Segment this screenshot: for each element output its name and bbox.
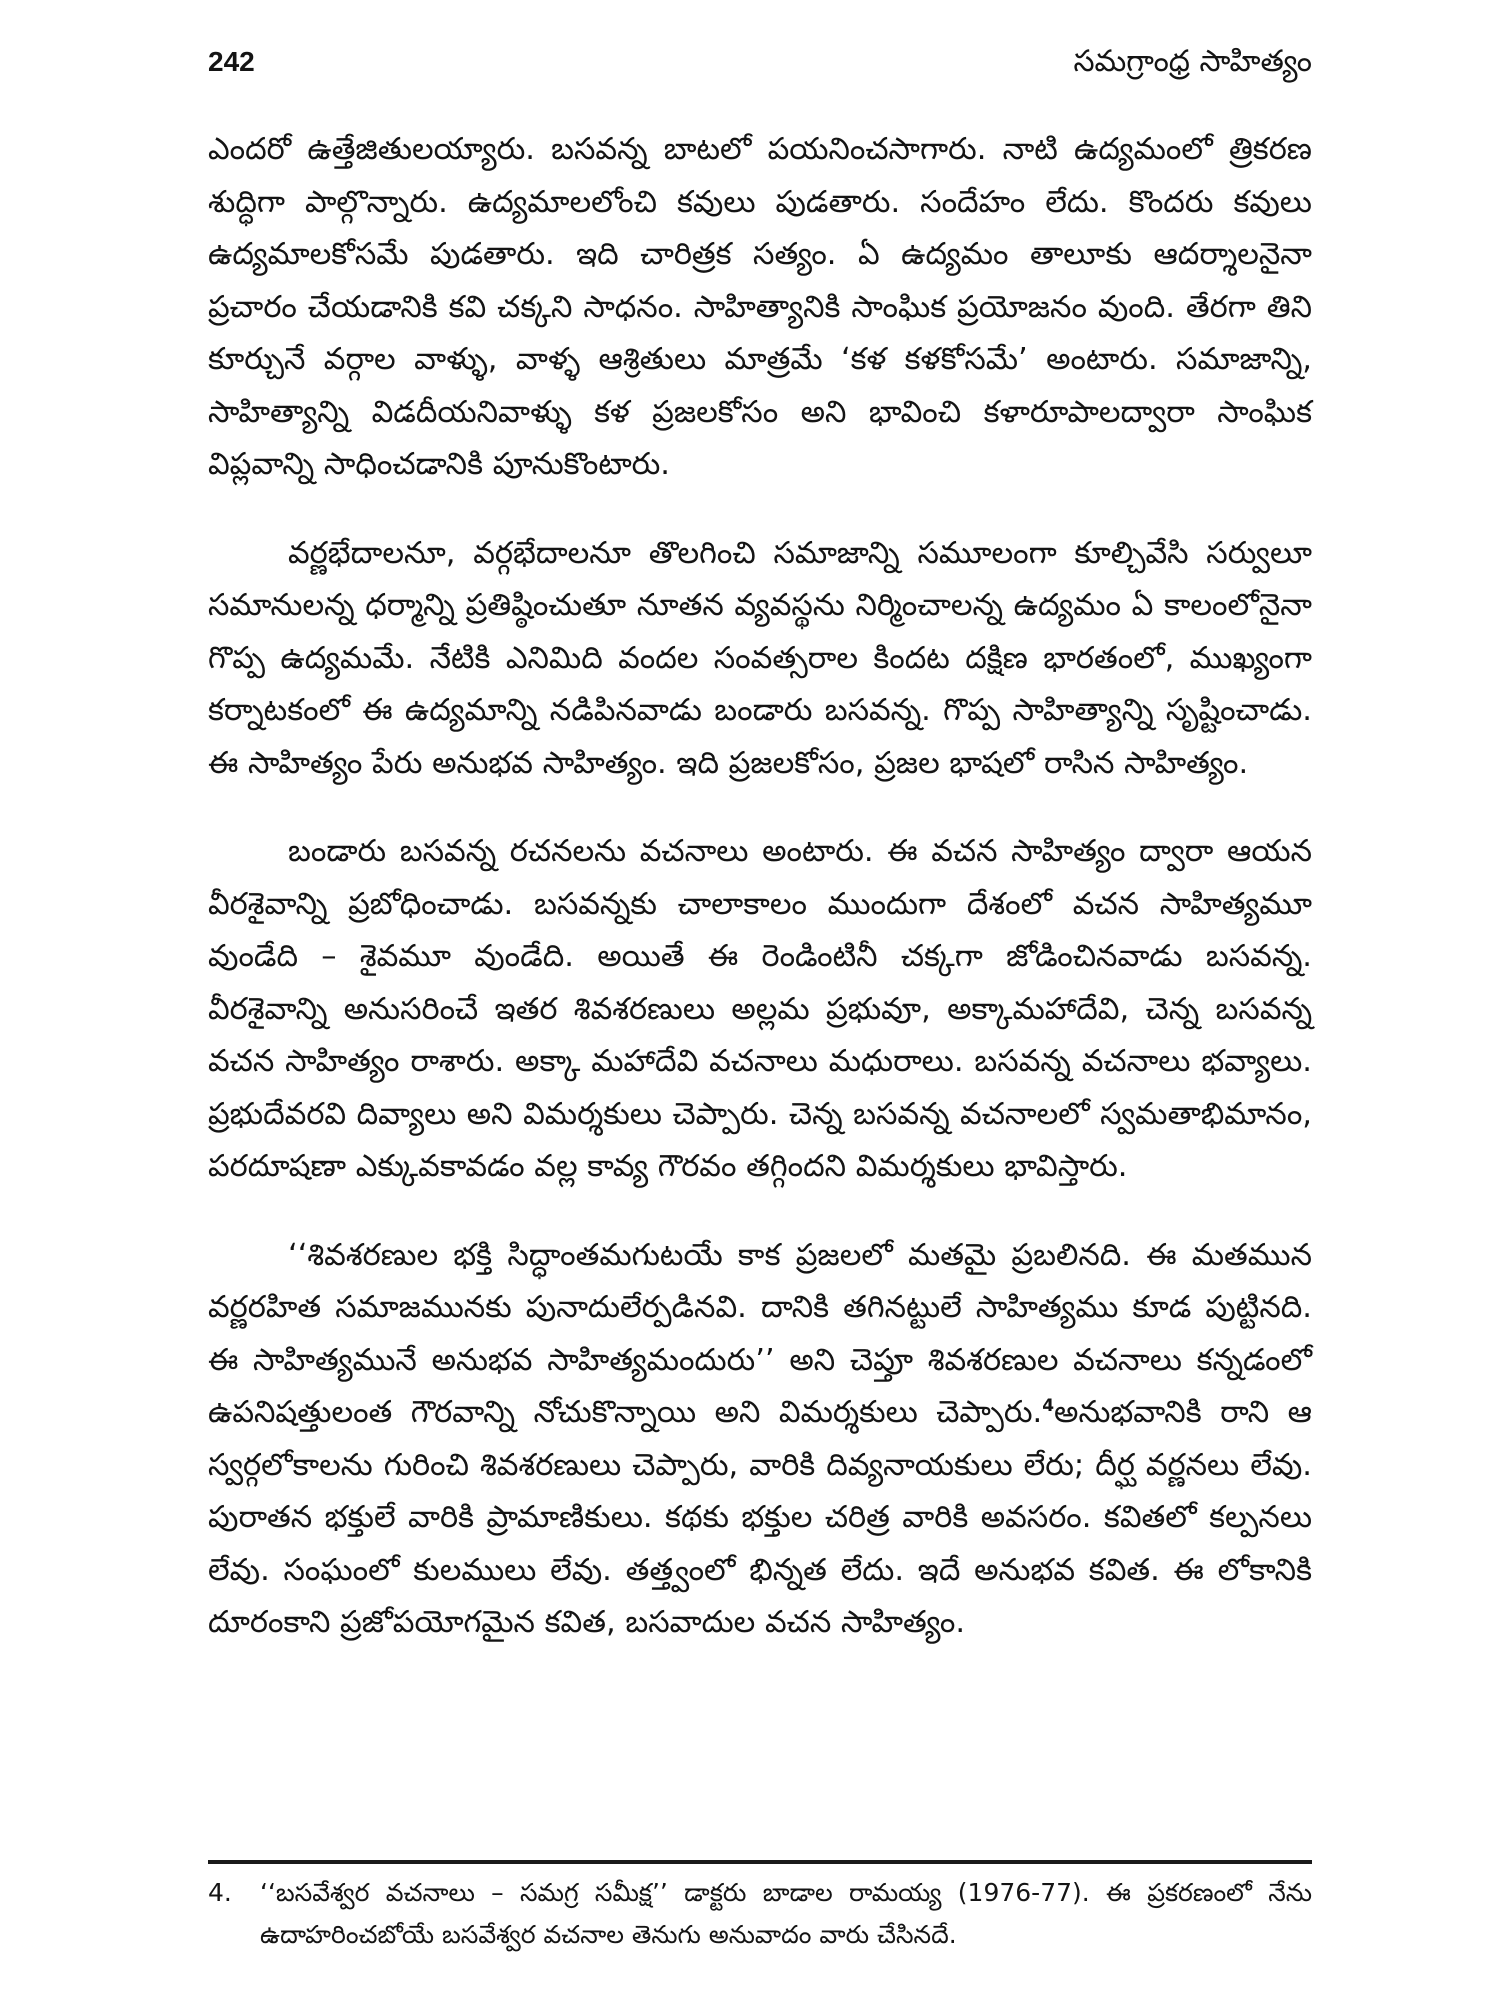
running-header	[208, 44, 1312, 84]
paragraph-4	[208, 1230, 1312, 1650]
page-number: 242	[208, 46, 255, 77]
body-text	[208, 124, 1312, 1650]
paragraph-1: ఎందరో ఉత్తేజితులయ్యారు. బసవన్న బాటలో పయనించసాగారు. నాటి ఉద్యమంలో త్రికరణ శుద్ధిగా పాల్గొన్నారు. ఉద్యమాలలోంచి కవులు పుడతారు. సందేహం లేదు. కొందరు కవులు ఉద్యమాలకోసమే పుడతారు. ఇది చారిత్రక సత్యం. ఏ ఉద్యమం తాలూకు ఆదర్శాలనైనా ప్రచారం చేయడానికి కవి చక్కని సాధనం. సాహిత్యానికి సాంఘిక ప్రయోజనం వుంది. తేరగా తిని కూర్చునే వర్గాల వాళ్ళు, వాళ్ళ ఆశ్రితులు మాత్రమే ‘కళ కళకోసమే’ అంటారు. సమాజాన్ని, సాహిత్యాన్ని విడదీయనివాళ్ళు కళ ప్రజలకోసం అని భావించి కళారూపాలద్వారా సాంఘిక విప్లవాన్ని సాధించడానికి పూనుకొంటారు.	[208, 132, 1312, 482]
paragraph-3: బండారు బసవన్న రచనలను వచనాలు అంటారు. ఈ వచన సాహిత్యం ద్వారా ఆయన వీరశైవాన్ని ప్రబోధించాడు. బసవన్నకు చాలాకాలం ముందుగా దేశంలో వచన సాహిత్యమూ వుండేది – శైవమూ వుండేది. అయితే ఈ రెండింటినీ చక్కగా జోడించినవాడు బసవన్న. వీరశైవాన్ని అనుసరించే ఇతర శివశరణులు అల్లమ ప్రభువూ, అక్కామహాదేవి, చెన్న బసవన్న వచన సాహిత్యం రాశారు. అక్కా మహాదేవి వచనాలు మధురాలు. బసవన్న వచనాలు భవ్యాలు. ప్రభుదేవరవి దివ్యాలు అని విమర్శకులు చెప్పారు. చెన్న బసవన్న వచనాలలో స్వమతాభిమానం, పరదూషణా ఎక్కువకావడం వల్ల కావ్య గౌరవం తగ్గిందని విమర్శకులు భావిస్తారు.	[208, 834, 1312, 1184]
paragraph-4-quote: ‘‘శివశరణుల భక్తి సిద్ధాంతమగుటయే కాక ప్రజలలో మతమై ప్రబలినది. ఈ మతమున వర్ణరహిత సమాజమునకు పునాదులేర్పడినవి. దానికి తగినట్టులే సాహిత్యము కూడ పుట్టినది. ఈ సాహిత్యమునే అనుభవ సాహిత్యమందురు’’ అని చెప్తూ శివశరణుల వచనాలు కన్నడంలో ఉపనిషత్తులంత గౌరవాన్ని నోచుకొన్నాయి అని విమర్శకులు చెప్పారు.	[208, 1237, 1312, 1430]
paragraph-2: వర్ణభేదాలనూ, వర్గభేదాలనూ తొలగించి సమాజాన్ని సమూలంగా కూల్చివేసి సర్వులూ సమానులన్న ధర్మాన్ని ప్రతిష్ఠించుతూ నూతన వ్యవస్థను నిర్మించాలన్న ఉద్యమం ఏ కాలంలోనైనా గొప్ప ఉద్యమమే. నేటికి ఎనిమిది వందల సంవత్సరాల కిందట దక్షిణ భారతంలో, ముఖ్యంగా కర్నాటకంలో ఈ ఉద్యమాన్ని నడిపినవాడు బండారు బసవన్న. గొప్ప సాహిత్యాన్ని సృష్టించాడు. ఈ సాహిత్యం పేరు అనుభవ సాహిత్యం. ఇది ప్రజలకోసం, ప్రజల భాషలో రాసిన సాహిత్యం.	[208, 535, 1312, 781]
footnote-reference[interactable]: 4	[1042, 1395, 1055, 1416]
footnote-divider	[208, 1860, 1312, 1864]
footnote-number: 4.	[208, 1878, 232, 1907]
footnote-text: ‘‘బసవేశ్వర వచనాలు – సమగ్ర సమీక్ష’’ డాక్టరు బాడాల రామయ్య (1976-77). ఈ ప్రకరణంలో నేను ఉదాహరించబోయే బసవేశ్వర వచనాల తెనుగు అనువాదం వారు చేసినదే.	[260, 1878, 1312, 1949]
paragraph-4-continuation: అనుభవానికి రాని ఆ స్వర్గలోకాలను గురించి శివశరణులు చెప్పారు, వారికి దివ్యనాయకులు లేరు; దీర్ఘ వర్ణనలు లేవు. పురాతన భక్తులే వారికి ప్రామాణికులు. కథకు భక్తుల చరిత్ర వారికి అవసరం. కవితలో కల్పనలు లేవు. సంఘంలో కులములు లేవు. తత్త్వంలో భిన్నత లేదు. ఇదే అనుభవ కవిత. ఈ లోకానికి దూరంకాని ప్రజోపయోగమైన కవిత, బసవాదుల వచన సాహిత్యం.	[208, 1395, 1312, 1640]
footnote	[208, 1872, 1312, 1956]
book-title: సమగ్రాంధ్ర సాహిత్యం	[1073, 44, 1312, 79]
